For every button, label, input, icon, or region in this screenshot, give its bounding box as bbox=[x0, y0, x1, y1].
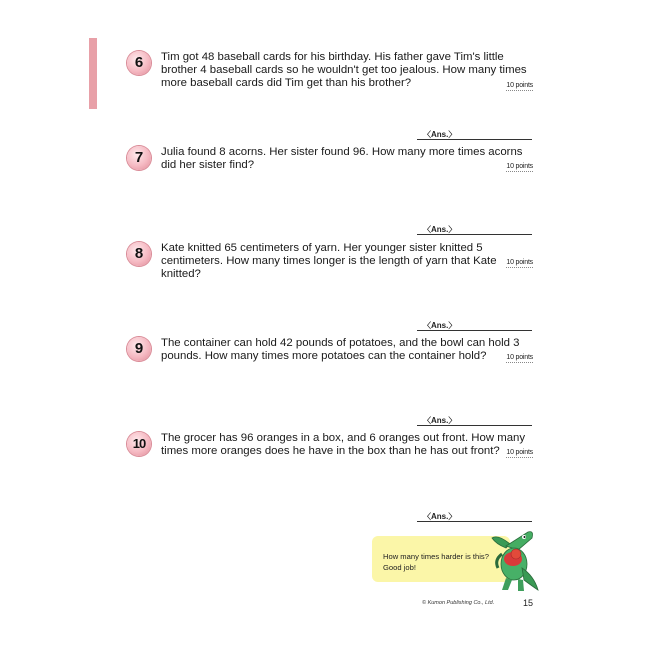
answer-label-6: 〈Ans.〉 bbox=[423, 130, 457, 139]
answer-label-7: 〈Ans.〉 bbox=[423, 225, 457, 234]
problem-number-badge: 7 bbox=[127, 146, 151, 170]
problem-text: The grocer has 96 oranges in a box, and 6 oranges out front. How many times more oranges does he have in the box than he has out front? bbox=[161, 432, 526, 457]
alligator-mascot-icon bbox=[488, 524, 544, 594]
points-label: 10 points bbox=[506, 354, 533, 361]
answer-label-10: 〈Ans.〉 bbox=[423, 512, 457, 521]
problem-10 bbox=[127, 432, 537, 472]
answer-line-10[interactable] bbox=[417, 521, 532, 522]
page-number: 15 bbox=[523, 598, 534, 608]
problem-number-badge: 6 bbox=[127, 51, 151, 75]
points-label: 10 points bbox=[506, 449, 533, 456]
problem-6 bbox=[127, 51, 537, 141]
problem-number-badge: 10 bbox=[127, 432, 151, 456]
answer-label-8: 〈Ans.〉 bbox=[423, 321, 457, 330]
answer-line-8[interactable] bbox=[417, 330, 532, 331]
problem-text: Tim got 48 baseball cards for his birthday. His father gave Tim's little brother 4 baseball cards so he wouldn't get too jealous. How many times more baseball cards did Tim get than his brother? bbox=[161, 51, 527, 89]
points-label: 10 points bbox=[506, 82, 533, 89]
problem-text: The container can hold 42 pounds of potatoes, and the bowl can hold 3 pounds. How many times more potatoes can the container hold? bbox=[161, 337, 520, 362]
answer-line-6[interactable] bbox=[417, 139, 532, 140]
bubble-line-1: How many times harder is this? bbox=[383, 552, 489, 561]
answer-label-9: 〈Ans.〉 bbox=[423, 416, 457, 425]
publisher-credit: © Kumon Publishing Co., Ltd. bbox=[422, 600, 495, 606]
problem-number-badge: 9 bbox=[127, 337, 151, 361]
problem-9 bbox=[127, 337, 537, 377]
problem-7 bbox=[127, 146, 537, 186]
problem-number-badge: 8 bbox=[127, 242, 151, 266]
points-label: 10 points bbox=[506, 259, 533, 266]
side-accent-bar bbox=[89, 38, 97, 109]
problem-8 bbox=[127, 242, 537, 282]
answer-line-9[interactable] bbox=[417, 425, 532, 426]
problem-text: Kate knitted 65 centimeters of yarn. Her younger sister knitted 5 centimeters. How many times longer is the length of yarn that Kate knitted? bbox=[161, 242, 497, 280]
problem-text: Julia found 8 acorns. Her sister found 96. How many more times acorns did her sister find? bbox=[161, 146, 523, 171]
points-label: 10 points bbox=[506, 163, 533, 170]
bubble-line-2: Good job! bbox=[383, 563, 416, 572]
answer-line-7[interactable] bbox=[417, 234, 532, 235]
